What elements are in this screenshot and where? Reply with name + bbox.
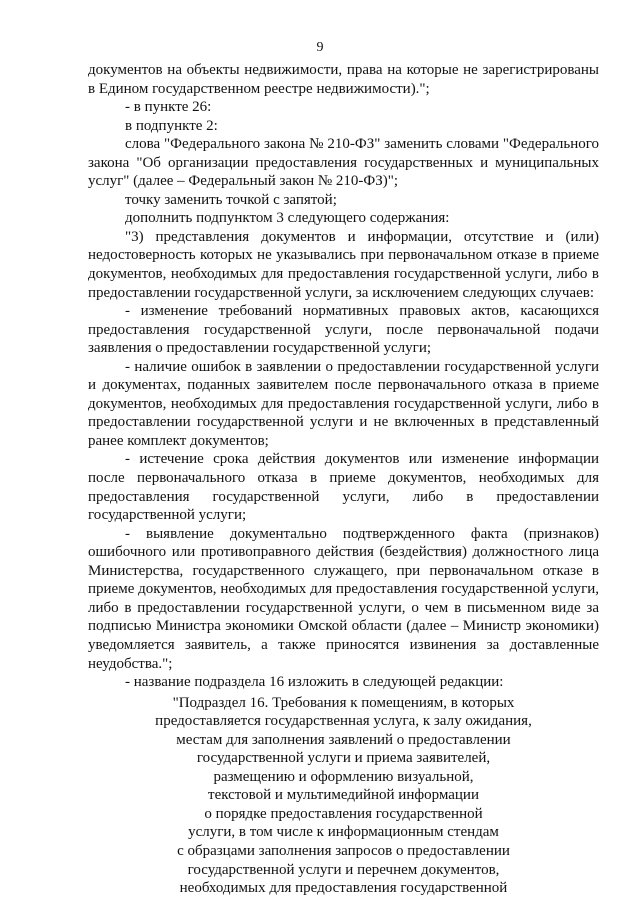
- heading-line: размещению и оформлению визуальной,: [213, 768, 474, 785]
- heading-line: с образцами заполнения запросов о предоставлении: [177, 842, 510, 859]
- paragraph: - наличие ошибок в заявлении о предоставлении государственной услуги и документах, поданных заявителем после первоначального отказа в приеме документов, необходимых для предоставления государственной услуги, либо в предоставлении государственной услуги и не включенных в представленный ранее комплект документов;: [88, 358, 599, 449]
- heading-line: услуги, в том числе к информационным стендам: [188, 824, 499, 841]
- heading-line: местам для заполнения заявлений о предоставлении: [176, 731, 511, 748]
- heading-line: государственной услуги и приема заявителей,: [196, 750, 491, 767]
- heading-line: "Подраздел 16. Требования к помещениям, в которых: [172, 694, 515, 711]
- paragraph: слова "Федерального закона № 210-ФЗ" заменить словами "Федерального закона "Об организации предоставления государственных и муниципальных услуг" (далее – Федеральный закон № 210-ФЗ)";: [88, 136, 599, 190]
- heading-line: государственной услуги и перечнем документов,: [187, 861, 500, 878]
- paragraph: - выявление документально подтвержденного факта (признаков) ошибочного или противоправного действия (бездействия) должностного лица Министерства, государственного служащего, при первоначальном отказе в приеме документов, необходимых для предоставления государственной услуги, либо в предоставлении государственной услуги, о чем в письменном виде за подписью Министра экономики Омской области (далее – Министр экономики) уведомляется заявитель, а также приносятся извинения за доставленные неудобства.";: [88, 525, 599, 672]
- paragraph: - изменение требований нормативных правовых актов, касающихся предоставления государственной услуги, после первоначальной подачи заявления о предоставлении государственной услуги;: [88, 303, 599, 357]
- paragraph: - название подраздела 16 изложить в следующей редакции:: [125, 674, 504, 691]
- paragraph: дополнить подпунктом 3 следующего содержания:: [125, 210, 450, 227]
- subsection-heading: [88, 694, 599, 898]
- document-body: [88, 61, 599, 898]
- heading-line: предоставляется государственная услуга, к залу ожидания,: [155, 713, 532, 730]
- heading-line: необходимых для предоставления государственной: [179, 880, 508, 897]
- heading-line: текстовой и мультимедийной информации: [208, 787, 479, 804]
- page-number: 9: [316, 40, 324, 55]
- paragraph: в подпункте 2:: [125, 117, 218, 134]
- paragraph: - в пункте 26:: [125, 99, 212, 116]
- paragraph: документов на объекты недвижимости, права на которые не зарегистрированы в Едином государственном реестре недвижимости).";: [88, 62, 599, 97]
- paragraph: "3) представления документов и информации, отсутствие и (или) недостоверность которых не указывались при первоначальном отказе в приеме документов, необходимых для предоставления государственной услуги, либо в предоставлении государственной услуги, за исключением следующих случаев:: [88, 228, 599, 301]
- heading-line: о порядке предоставления государственной: [204, 805, 483, 822]
- paragraph: точку заменить точкой с запятой;: [125, 191, 337, 208]
- paragraph: - истечение срока действия документов или изменение информации после первоначального отказа в приеме документов, необходимых для предоставления государственной услуги, либо в предоставлении государственной услуги;: [88, 451, 599, 524]
